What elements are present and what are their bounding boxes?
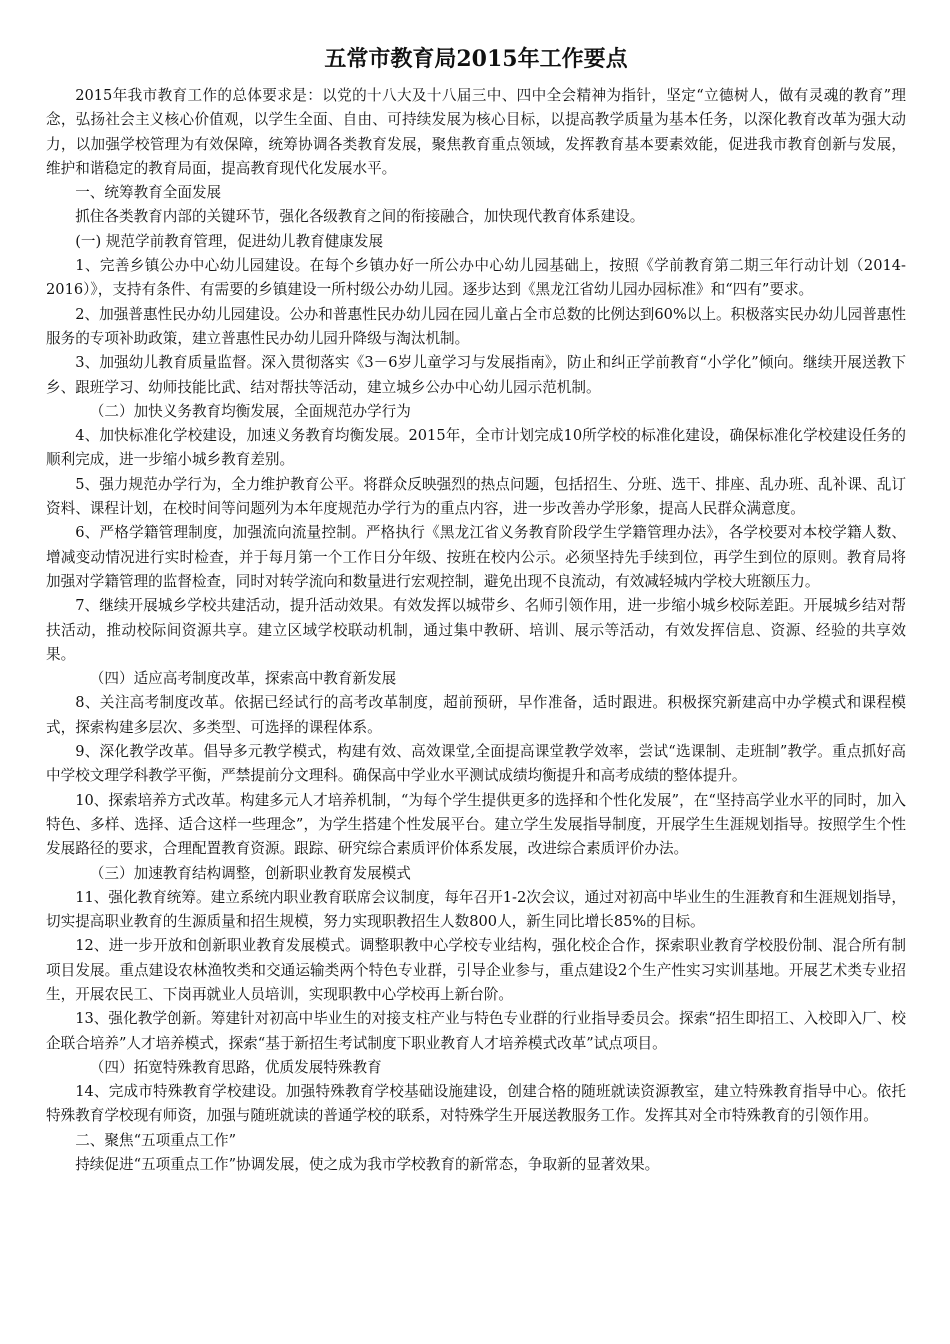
paragraph: 6、严格学籍管理制度，加强流向流量控制。严格执行《黑龙江省义务教育阶段学生学籍管理办法》，各学校要对本校学籍人数、增减变动情况进行实时检查，并于每月第一个工作日分年级、按班在校内公示。必须坚持先手续到位，再学生到位的原则。教育局将加强对学籍管理的监督检查，同时对转学流向和数量进行宏观控制，避免出现不良流动，有效减轻城内学校大班额压力。 [46, 524, 906, 590]
document-body [46, 84, 906, 1177]
paragraph: 2、加强普惠性民办幼儿园建设。公办和普惠性民办幼儿园在园儿童占全市总数的比例达到60%以上。积极落实民办幼儿园普惠性服务的专项补助政策，建立普惠性民办幼儿园升降级与淘汰机制。 [46, 305, 906, 347]
subsection-heading: （二）加快义务教育均衡发展，全面规范办学行为 [89, 402, 411, 420]
paragraph: 抓住各类教育内部的关键环节，强化各级教育之间的衔接融合，加快现代教育体系建设。 [75, 208, 645, 226]
paragraph: 13、强化教学创新。筹建针对初高中毕业生的对接支柱产业与特色专业群的行业指导委员会。探索“招生即招工、入校即入厂、校企联合培养”人才培养模式，探索“基于新招生考试制度下职业教育人才培养模式改革”试点项目。 [46, 1010, 906, 1052]
paragraph: 14、完成市特殊教育学校建设。加强特殊教育学校基础设施建设，创建合格的随班就读资源教室，建立特殊教育指导中心。依托特殊教育学校现有师资，加强与随班就读的普通学校的联系，对特殊学生开展送教服务工作。发挥其对全市特殊教育的引领作用。 [46, 1083, 906, 1125]
paragraph: 2015年我市教育工作的总体要求是：以党的十八大及十八届三中、四中全会精神为指针，坚定“立德树人，做有灵魂的教育”理念，弘扬社会主义核心价值观，以学生全面、自由、可持续发展为核心目标，以提高教学质量为基本任务，以深化教育改革为强大动力，以加强学校管理为有效保障，统筹协调各类教育发展，聚焦教育重点领域，发挥教育基本要素效能，促进我市教育创新与发展，维护和谐稳定的教育局面，提高教育现代化发展水平。 [46, 87, 906, 177]
paragraph: 11、强化教育统筹。建立系统内职业教育联席会议制度，每年召开1-2次会议，通过对初高中毕业生的生涯教育和生涯规划指导，切实提高职业教育的生源质量和招生规模，努力实现职教招生人数800人，新生同比增长85%的目标。 [46, 888, 906, 931]
section-heading: 二、聚焦“五项重点工作” [75, 1131, 237, 1149]
document-title: 五常市教育局2015年工作要点 [324, 46, 628, 72]
paragraph: 5、强力规范办学行为，全力维护教育公平。将群众反映强烈的热点问题，包括招生、分班、选干、排座、乱办班、乱补课、乱订资料、课程计划，在校时间等问题列为本年度规范办学行为的重点内容，进一步改善办学形象，提高人民群众满意度。 [46, 475, 906, 518]
paragraph: 1、完善乡镇公办中心幼儿园建设。在每个乡镇办好一所公办中心幼儿园基础上，按照《学前教育第二期三年行动计划（2014-2016）》，支持有条件、有需要的乡镇建设一所村级公办幼儿园。逐步达到《黑龙江省幼儿园办园标准》和“四有”要求。 [46, 257, 906, 299]
subsection-heading: (一) 规范学前教育管理，促进幼儿教育健康发展 [75, 232, 384, 250]
paragraph: 9、深化教学改革。倡导多元教学模式，构建有效、高效课堂,全面提高课堂教学效率，尝试“选课制、走班制”教学。重点抓好高中学校文理学科教学平衡，严禁提前分文理科。确保高中学业水平测试成绩均衡提升和高考成绩的整体提升。 [46, 743, 906, 785]
paragraph: 8、关注高考制度改革。依据已经试行的高考改革制度，超前预研，早作准备，适时跟进。积极探究新建高中办学模式和课程模式，探索构建多层次、多类型、可选择的课程体系。 [46, 694, 906, 736]
paragraph: 4、加快标准化学校建设，加速义务教育均衡发展。2015年，全市计划完成10所学校的标准化建设，确保标准化学校建设任务的顺利完成，进一步缩小城乡教育差别。 [46, 427, 906, 469]
paragraph: 3、加强幼儿教育质量监督。深入贯彻落实《3－6岁儿童学习与发展指南》，防止和纠正学前教育“小学化”倾向。继续开展送教下乡、跟班学习、幼师技能比武、结对帮扶等活动，建立城乡公办中心幼儿园示范机制。 [46, 354, 906, 396]
section-heading: 一、统筹教育全面发展 [75, 184, 222, 202]
paragraph: 7、继续开展城乡学校共建活动，提升活动效果。有效发挥以城带乡、名师引领作用，进一步缩小城乡校际差距。开展城乡结对帮扶活动，推动校际间资源共享。建立区域学校联动机制，通过集中教研、培训、展示等活动，有效发挥信息、资源、经验的共享效果。 [46, 597, 906, 663]
subsection-heading: （四）适应高考制度改革，探索高中教育新发展 [89, 670, 397, 688]
subsection-heading: （四）拓宽特殊教育思路，优质发展特殊教育 [89, 1058, 382, 1076]
paragraph: 12、进一步开放和创新职业教育发展模式。调整职教中心学校专业结构，强化校企合作，探索职业教育学校股份制、混合所有制项目发展。重点建设农林渔牧类和交通运输类两个特色专业群，引导企业参与，重点建设2个生产性实习实训基地。开展艺术类专业招生，开展农民工、下岗再就业人员培训，实现职教中心学校再上新台阶。 [46, 937, 906, 1003]
subsection-heading: （三）加速教育结构调整，创新职业教育发展模式 [89, 864, 411, 882]
paragraph: 持续促进“五项重点工作”协调发展，使之成为我市学校教育的新常态，争取新的显著效果。 [75, 1156, 660, 1174]
paragraph: 10、探索培养方式改革。构建多元人才培养机制，“为每个学生提供更多的选择和个性化发展”，在“坚持高学业水平的同时，加入特色、多样、选择、适合这样一些理念”，为学生搭建个性发展平台。建立学生发展指导制度，开展学生生涯规划指导。按照学生个性发展路径的要求，合理配置教育资源。跟踪、研究综合素质评价体系发展，改进综合素质评价办法。 [46, 791, 906, 858]
